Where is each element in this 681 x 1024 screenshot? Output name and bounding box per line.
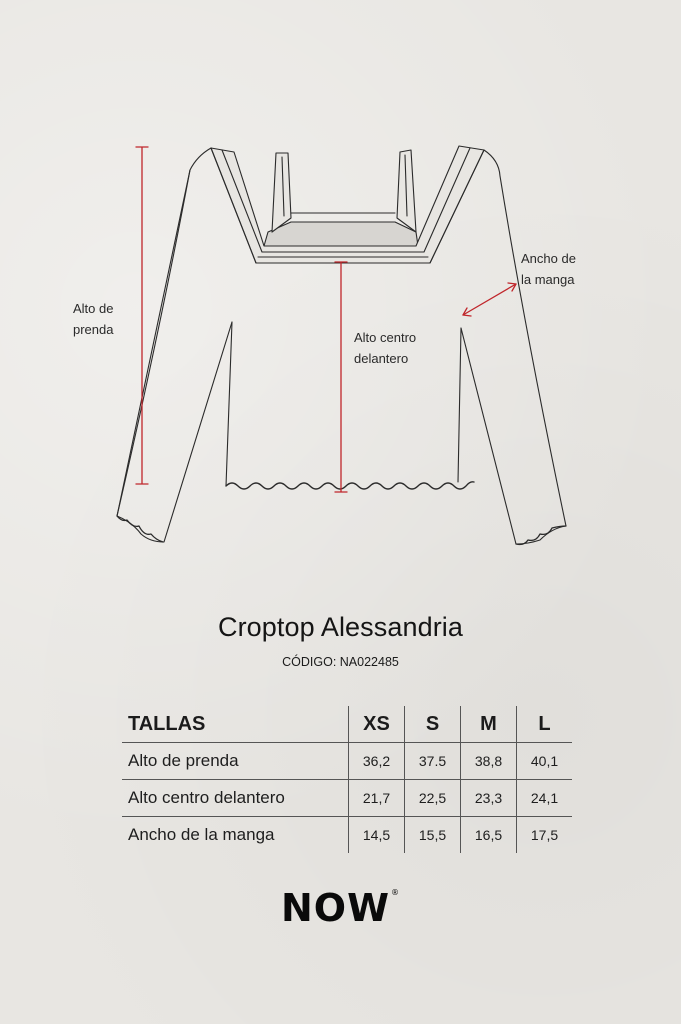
row-label: Ancho de la manga <box>128 825 275 844</box>
table-cell: 36,2 <box>349 743 405 780</box>
table-row <box>122 780 572 817</box>
table-cell: 17,5 <box>517 817 573 854</box>
alto-prenda-label: Alto de prenda <box>73 301 114 337</box>
table-cell: 14,5 <box>349 817 405 854</box>
size-header-s: S <box>405 706 461 743</box>
neckline-band <box>211 146 484 263</box>
product-title: Croptop Alessandria <box>217 612 464 642</box>
brand-logo-text: NOW <box>280 886 391 930</box>
table-cell: 38,8 <box>461 743 517 780</box>
table-row <box>122 743 572 780</box>
table-cell: 16,5 <box>461 817 517 854</box>
row-label: Alto centro delantero <box>122 780 349 817</box>
size-header-xs: XS <box>349 706 405 743</box>
alto-prenda-measure-line <box>136 147 148 484</box>
size-table-header-row <box>122 706 572 743</box>
table-cell: 21,7 <box>349 780 405 817</box>
tallas-header: TALLAS <box>122 706 349 743</box>
size-table <box>122 706 572 853</box>
inner-lining <box>264 222 418 246</box>
product-code: CÓDIGO: NA022485 <box>282 655 399 669</box>
table-cell: 40,1 <box>517 743 573 780</box>
table-cell: 23,3 <box>461 780 517 817</box>
right-sleeve <box>461 176 566 544</box>
left-sleeve <box>117 170 232 542</box>
size-header-l: L <box>517 706 573 743</box>
table-cell: 15,5 <box>405 817 461 854</box>
brand-logo <box>0 886 681 930</box>
table-cell: 24,1 <box>517 780 573 817</box>
registered-mark: ® <box>391 888 401 897</box>
table-cell: 37.5 <box>405 743 461 780</box>
table-row <box>122 817 572 854</box>
size-header-m: M <box>461 706 517 743</box>
ancho-manga-label: Ancho de la manga <box>521 251 576 287</box>
table-cell: 22,5 <box>405 780 461 817</box>
alto-centro-measure-line <box>335 262 347 492</box>
ancho-manga-measure-line <box>463 284 516 315</box>
left-strap <box>272 153 291 232</box>
alto-centro-label: Alto centro delantero <box>354 330 417 366</box>
row-label: Alto de prenda <box>122 743 349 780</box>
ruffled-hem <box>226 482 474 489</box>
